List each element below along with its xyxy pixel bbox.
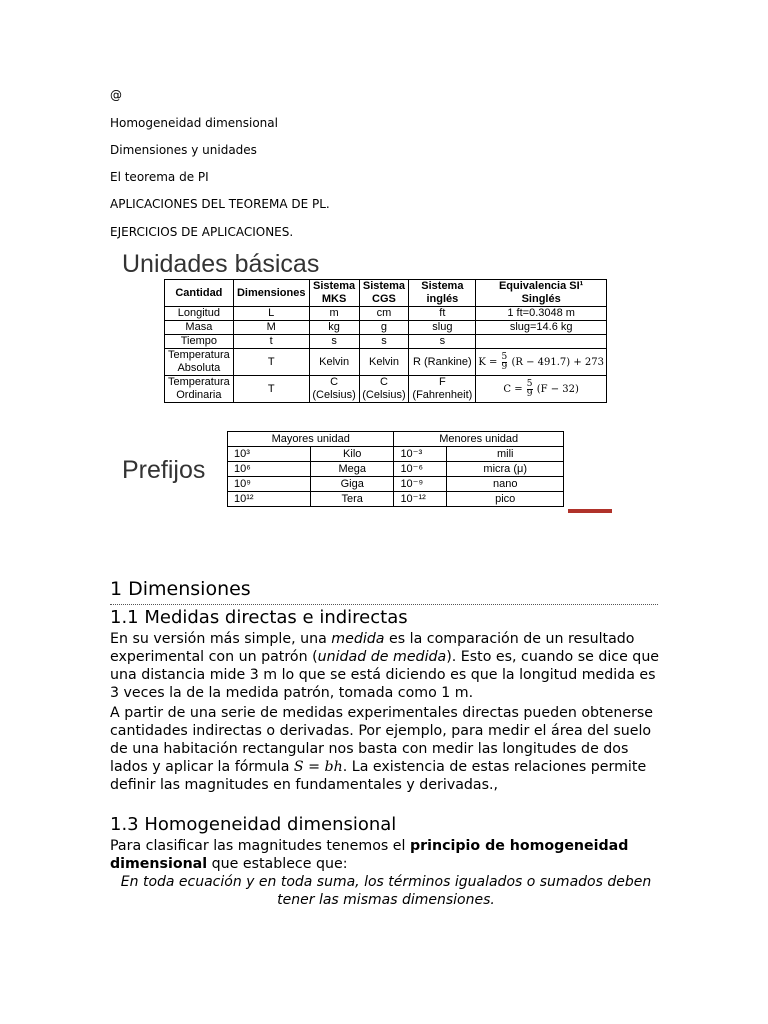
cell: Tera (311, 492, 394, 507)
toc-item-homogeneidad: Homogeneidad dimensional (110, 116, 278, 130)
fraction (502, 353, 508, 372)
eq-k-right: (R − 491.7) + 273 (511, 356, 604, 368)
toc-item-dimensiones: Dimensiones y unidades (110, 143, 257, 157)
decorative-red-bar (568, 509, 612, 513)
eq-c-right: (F − 32) (536, 383, 579, 395)
text: . La existencia de estas relaciones permite definir las magnitudes en fundamentales y derivadas., (110, 759, 647, 793)
prefix-header-row (228, 432, 564, 447)
cell: pico (447, 492, 564, 507)
cell: 10⁹ (228, 477, 311, 492)
prefix-figure-title: Prefijos (122, 456, 206, 484)
cell: s (309, 335, 359, 349)
cell: Kelvin (309, 349, 359, 376)
cell: Longitud (165, 307, 234, 321)
cell (476, 335, 607, 349)
paragraph-derivadas (110, 704, 662, 794)
toc-item-ejercicios: EJERCICIOS DE APLICACIONES. (110, 225, 294, 239)
cell: Masa (165, 321, 234, 335)
cell: Mega (311, 462, 394, 477)
table-row (165, 376, 607, 403)
units-figure-title: Unidades básicas (122, 250, 320, 278)
quote-principle: En toda ecuación y en toda suma, los términos igualados o sumados deben tener las mismas dimensiones. (120, 874, 652, 908)
units-table-header-row (165, 280, 607, 307)
text: que establece que: (207, 856, 348, 872)
cell: 10¹² (228, 492, 311, 507)
cell: Kilo (311, 447, 394, 462)
cell: s (359, 335, 409, 349)
paragraph-principio (110, 837, 662, 873)
cell: mili (447, 447, 564, 462)
fraction-num: 5 (501, 351, 508, 362)
table-row (228, 462, 564, 477)
cell: C (Celsius) (309, 376, 359, 403)
bold-text: principio de homogeneidad dimensional (110, 838, 629, 872)
th-dimensiones: Dimensiones (233, 280, 309, 307)
fraction (527, 380, 533, 399)
cell: L (233, 307, 309, 321)
toc-at: @ (110, 88, 122, 102)
cell: 10³ (228, 447, 311, 462)
text: es la comparación de un resultado experimental con un patrón ( (110, 631, 635, 665)
cell: slug=14.6 kg (476, 321, 607, 335)
cell: 10⁻⁹ (394, 477, 447, 492)
cell: g (359, 321, 409, 335)
units-table (164, 279, 607, 403)
prefix-table (227, 431, 564, 507)
formula-celsius (476, 376, 607, 403)
table-row (165, 321, 607, 335)
text: ). Esto es, cuando se dice que una distancia mide 3 m lo que se está diciendo es que la longitud medida es 3 veces la de la medida patrón, tomada como 1 m. (110, 649, 660, 701)
cell: 10⁻⁶ (394, 462, 447, 477)
heading-medidas: 1.1 Medidas directas e indirectas (110, 607, 408, 628)
table-row (165, 307, 607, 321)
cell: slug (409, 321, 476, 335)
eq-c-left: C = (503, 383, 523, 395)
toc-item-teorema-pi: El teorema de PI (110, 170, 209, 184)
cell: s (409, 335, 476, 349)
th-equivalencia: Equivalencia SI¹ Singlés (476, 280, 607, 307)
table-row (165, 349, 607, 376)
cell: Tiempo (165, 335, 234, 349)
formula-kelvin (476, 349, 607, 376)
cell: C (Celsius) (359, 376, 409, 403)
table-row (228, 492, 564, 507)
cell: F (Fahrenheit) (409, 376, 476, 403)
cell: Temperatura Ordinaria (165, 376, 234, 403)
cell: cm (359, 307, 409, 321)
text: A partir de una serie de medidas experimentales directas pueden obtenerse cantidades indirectas o derivadas. Por ejemplo, para medir el área del suelo de una habitación rectangular nos basta con medir las longitudes de dos lados y aplicar la fórmula (110, 705, 654, 775)
cell: Giga (311, 477, 394, 492)
cell: kg (309, 321, 359, 335)
cell: M (233, 321, 309, 335)
dotted-divider (110, 604, 658, 605)
fraction-den: 9 (526, 388, 533, 399)
th-cgs: Sistema CGS (359, 280, 409, 307)
toc-item-aplicaciones: APLICACIONES DEL TEOREMA DE PL. (110, 197, 330, 211)
cell: t (233, 335, 309, 349)
formula: S = bh (293, 759, 343, 775)
th-menores: Menores unidad (394, 432, 564, 447)
cell: Kelvin (359, 349, 409, 376)
cell: micra (μ) (447, 462, 564, 477)
cell: nano (447, 477, 564, 492)
th-ingles: Sistema inglés (409, 280, 476, 307)
th-mks: Sistema MKS (309, 280, 359, 307)
cell: 10⁻³ (394, 447, 447, 462)
th-cantidad: Cantidad (165, 280, 234, 307)
table-row (165, 335, 607, 349)
cell: m (309, 307, 359, 321)
text: Para clasificar las magnitudes tenemos el (110, 838, 410, 854)
text: En su versión más simple, una (110, 631, 332, 647)
emphasis: medida (331, 631, 385, 647)
heading-dimensiones: 1 Dimensiones (110, 578, 251, 600)
cell: T (233, 376, 309, 403)
eq-k-left: K = (478, 356, 498, 368)
table-row (228, 447, 564, 462)
cell: T (233, 349, 309, 376)
cell: ft (409, 307, 476, 321)
fraction-den: 9 (501, 361, 508, 372)
emphasis: unidad de medida (317, 649, 447, 665)
cell: 10⁻¹² (394, 492, 447, 507)
cell: 1 ft=0.3048 m (476, 307, 607, 321)
table-row (228, 477, 564, 492)
cell: R (Rankine) (409, 349, 476, 376)
cell: 10⁶ (228, 462, 311, 477)
fraction-num: 5 (526, 378, 533, 389)
cell: Temperatura Absoluta (165, 349, 234, 376)
heading-homogeneidad: 1.3 Homogeneidad dimensional (110, 814, 397, 835)
th-mayores: Mayores unidad (228, 432, 394, 447)
paragraph-medida (110, 630, 662, 702)
